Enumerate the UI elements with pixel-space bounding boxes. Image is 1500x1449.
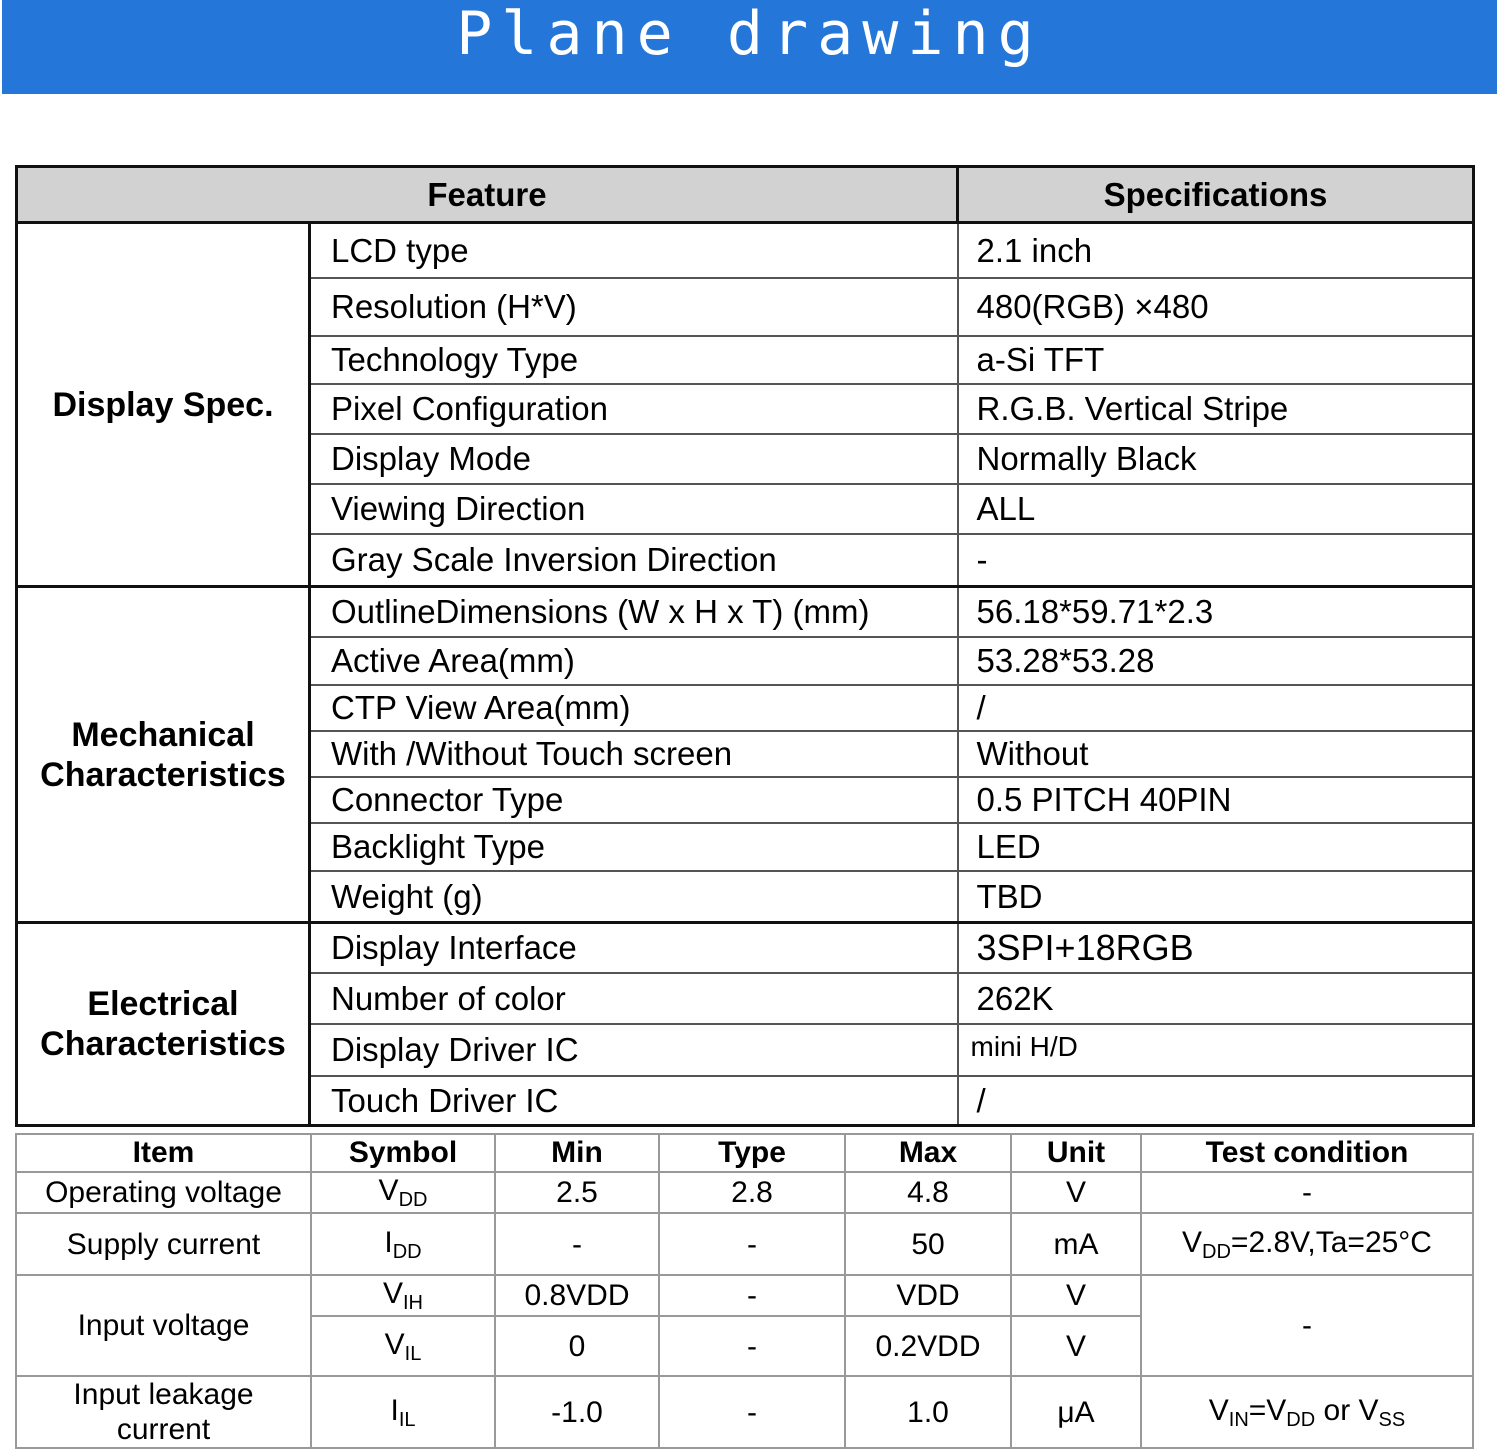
item-cell: Input voltage [16, 1275, 311, 1376]
spec-cell: 480(RGB) ×480 [958, 278, 1474, 336]
condition-cell: - [1141, 1275, 1473, 1376]
table-row [16, 1213, 1473, 1275]
feature-cell: Display Driver IC [310, 1024, 958, 1076]
spec-cell: 53.28*53.28 [958, 637, 1474, 685]
page-title: Plane drawing [456, 0, 1043, 69]
feature-cell: CTP View Area(mm) [310, 685, 958, 731]
spec-cell: 2.1 inch [958, 223, 1474, 278]
spec-cell: a-Si TFT [958, 336, 1474, 384]
feature-cell: Weight (g) [310, 871, 958, 923]
feature-cell: Active Area(mm) [310, 637, 958, 685]
max-cell: 50 [845, 1213, 1011, 1275]
feature-cell: Resolution (H*V) [310, 278, 958, 336]
spec-cell: / [958, 1076, 1474, 1126]
col-header-test-condition: Test condition [1141, 1134, 1473, 1172]
spec-cell: Normally Black [958, 434, 1474, 484]
feature-cell: LCD type [310, 223, 958, 278]
spec-cell: R.G.B. Vertical Stripe [958, 384, 1474, 434]
spec-cell: mini H/D [958, 1024, 1474, 1076]
min-cell: 0 [495, 1316, 659, 1376]
feature-cell: Viewing Direction [310, 484, 958, 534]
table-row [17, 923, 1474, 973]
symbol-cell: $V_{IH}$ [311, 1275, 495, 1316]
type-cell: - [659, 1376, 845, 1448]
unit-cell: V [1011, 1316, 1141, 1376]
spec-cell: / [958, 685, 1474, 731]
condition-cell: - [1141, 1172, 1473, 1213]
unit-cell: V [1011, 1172, 1141, 1213]
table-row [16, 1172, 1473, 1213]
symbol-cell: $I_{DD}$ [311, 1213, 495, 1275]
spec-cell: 3SPI+18RGB [958, 923, 1474, 973]
feature-cell: Gray Scale Inversion Direction [310, 534, 958, 587]
group-label-line: Characteristics [40, 755, 286, 794]
max-cell: 4.8 [845, 1172, 1011, 1213]
item-cell [16, 1376, 311, 1448]
unit-cell: mA [1011, 1213, 1141, 1275]
feature-cell: Pixel Configuration [310, 384, 958, 434]
feature-cell: Display Interface [310, 923, 958, 973]
unit-cell: V [1011, 1275, 1141, 1316]
item-cell: Supply current [16, 1213, 311, 1275]
type-cell: - [659, 1213, 845, 1275]
col-header-unit: Unit [1011, 1134, 1141, 1172]
spec-cell: 262K [958, 973, 1474, 1024]
feature-cell: OutlineDimensions (W x H x T) (mm) [310, 587, 958, 637]
table-row [17, 587, 1474, 637]
type-cell: 2.8 [659, 1172, 845, 1213]
min-cell: 0.8VDD [495, 1275, 659, 1316]
max-cell: 0.2VDD [845, 1316, 1011, 1376]
min-cell: -1.0 [495, 1376, 659, 1448]
feature-cell: Display Mode [310, 434, 958, 484]
spec-cell: TBD [958, 871, 1474, 923]
spec-cell: - [958, 534, 1474, 587]
feature-header: Feature [17, 167, 958, 223]
symbol-cell: $V_{IL}$ [311, 1316, 495, 1376]
spec-header-row [17, 167, 1474, 223]
min-cell: - [495, 1213, 659, 1275]
group-label-electrical [17, 923, 310, 1126]
group-label-line: Characteristics [40, 1025, 286, 1063]
symbol-cell: $I_{IL}$ [311, 1376, 495, 1448]
item-line: current [116, 1413, 211, 1446]
table-row [16, 1376, 1473, 1448]
type-cell: - [659, 1316, 845, 1376]
group-label-mechanical [17, 587, 310, 923]
unit-cell: μA [1011, 1376, 1141, 1448]
spec-table [15, 165, 1475, 1127]
group-label-line: Electrical [87, 985, 239, 1023]
symbol-cell: $V_{DD}$ [311, 1172, 495, 1213]
feature-cell: Connector Type [310, 777, 958, 823]
spec-cell: 0.5 PITCH 40PIN [958, 777, 1474, 823]
col-header-max: Max [845, 1134, 1011, 1172]
spec-cell: LED [958, 823, 1474, 871]
col-header-type: Type [659, 1134, 845, 1172]
feature-cell: Backlight Type [310, 823, 958, 871]
specifications-header: Specifications [958, 167, 1474, 223]
feature-cell: Touch Driver IC [310, 1076, 958, 1126]
group-label-line: Mechanical [71, 715, 255, 754]
spec-cell: 56.18*59.71*2.3 [958, 587, 1474, 637]
spec-cell: ALL [958, 484, 1474, 534]
max-cell: 1.0 [845, 1376, 1011, 1448]
feature-cell: With /Without Touch screen [310, 731, 958, 777]
elec-header-row [16, 1134, 1473, 1172]
feature-cell: Technology Type [310, 336, 958, 384]
banner [2, 0, 1497, 94]
col-header-min: Min [495, 1134, 659, 1172]
min-cell: 2.5 [495, 1172, 659, 1213]
item-line: Input leakage [73, 1378, 254, 1411]
spec-cell: Without [958, 731, 1474, 777]
electrical-table [15, 1133, 1474, 1449]
table-row [16, 1275, 1473, 1316]
item-cell: Operating voltage [16, 1172, 311, 1213]
feature-cell: Number of color [310, 973, 958, 1024]
max-cell: VDD [845, 1275, 1011, 1316]
col-header-symbol: Symbol [311, 1134, 495, 1172]
type-cell: - [659, 1275, 845, 1316]
condition-cell: $V_{DD}=2.8V,Ta=25^\circ C$ [1141, 1213, 1473, 1275]
condition-cell: $V_{IN}=V_{DD}$ or $V_{SS}$ [1141, 1376, 1473, 1448]
group-label-display-spec: Display Spec. [17, 223, 310, 587]
table-row [17, 223, 1474, 278]
col-header-item: Item [16, 1134, 311, 1172]
